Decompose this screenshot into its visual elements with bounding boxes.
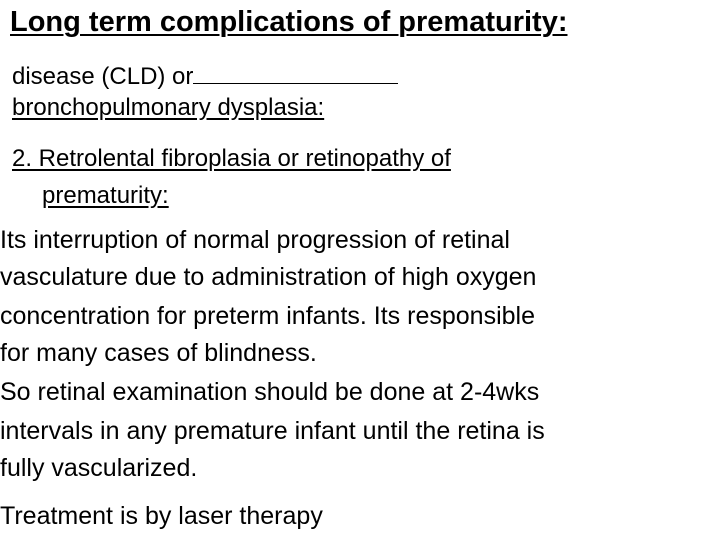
item2-line2-text: prematurity: bbox=[42, 182, 169, 209]
body-line-6: intervals in any premature infant until the retina is bbox=[0, 417, 545, 445]
item1-line1-text: disease (CLD) or bbox=[12, 63, 194, 90]
item2-line2 bbox=[30, 184, 169, 208]
body-line-1: Its interruption of normal progression of retinal bbox=[0, 226, 510, 254]
body-line-5: So retinal examination should be done at 2-4wks bbox=[0, 378, 540, 406]
body-line-3: concentration for preterm infants. Its responsible bbox=[0, 302, 535, 330]
item1-line1 bbox=[12, 61, 398, 89]
body-line-4: for many cases of blindness. bbox=[0, 339, 317, 367]
underline-rule bbox=[193, 61, 398, 84]
body-line-7: fully vascularized. bbox=[0, 454, 198, 482]
item1-line2: bronchopulmonary dysplasia: bbox=[12, 94, 325, 121]
item2-line1: 2. Retrolental fibroplasia or retinopathy of bbox=[12, 145, 451, 172]
body-line-2: vasculature due to administration of high oxygen bbox=[0, 263, 537, 291]
body-line-8: Treatment is by laser therapy bbox=[0, 502, 323, 530]
slide-title: Long term complications of prematurity: bbox=[10, 6, 568, 38]
